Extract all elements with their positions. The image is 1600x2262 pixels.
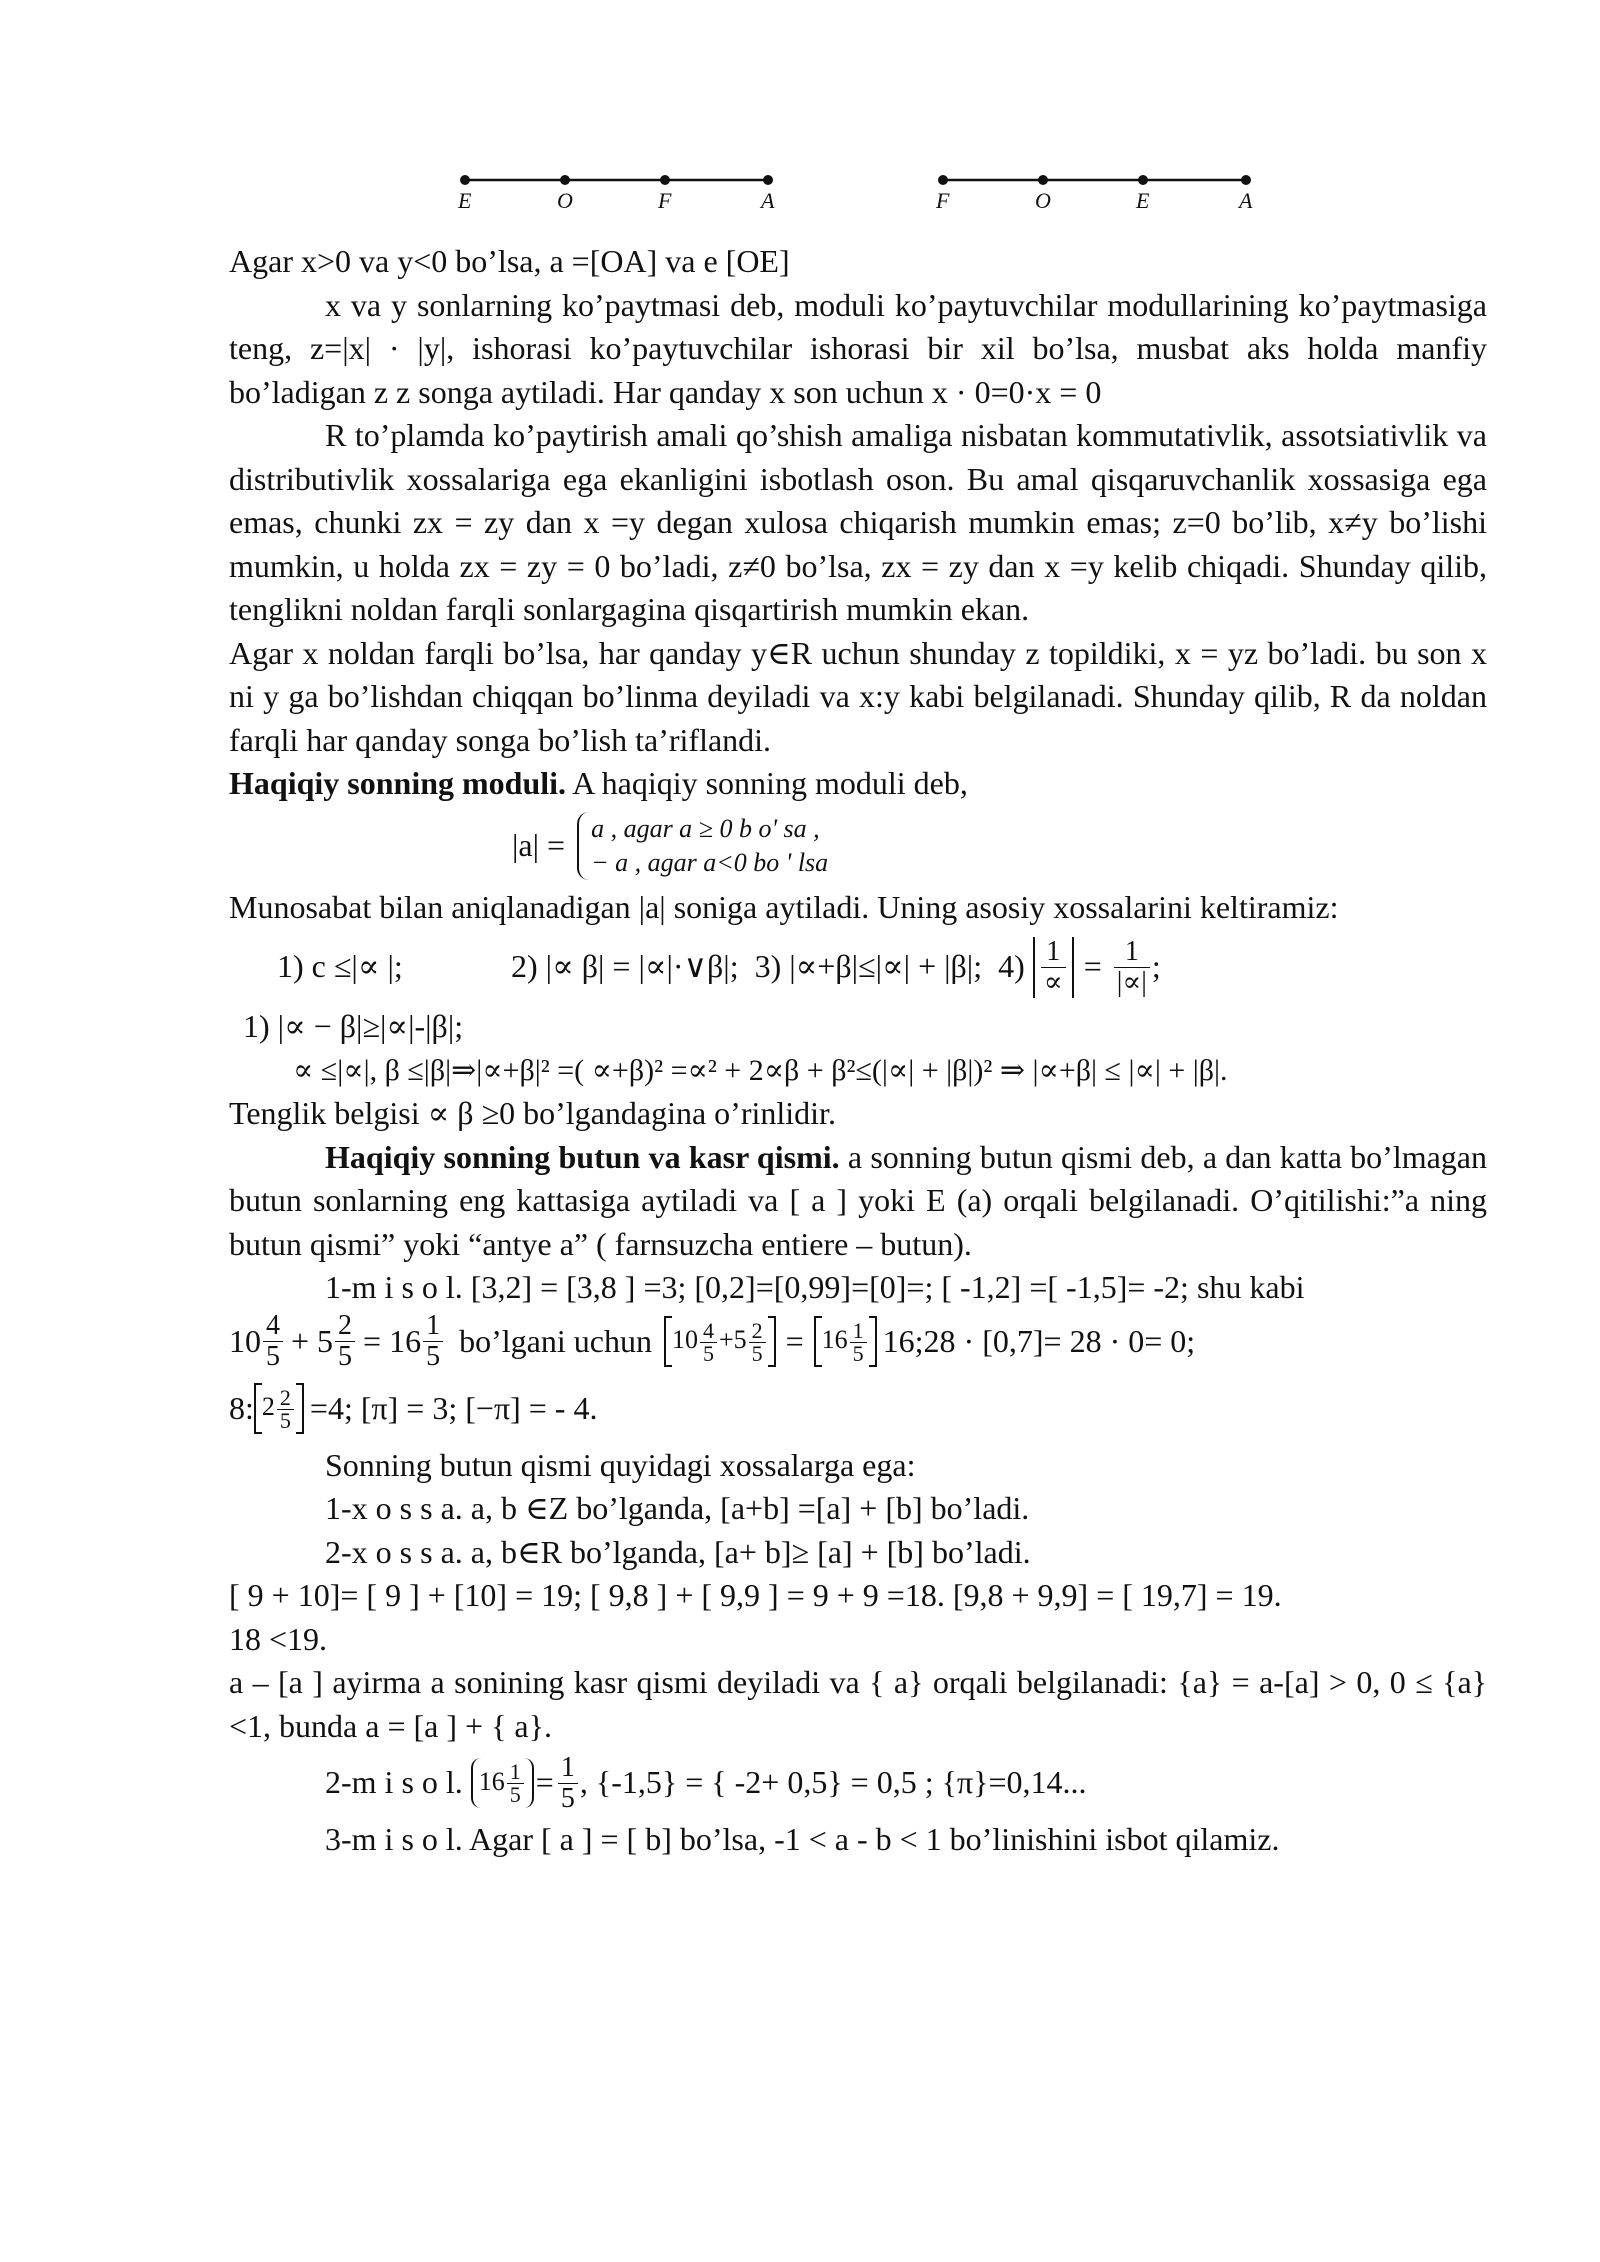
ex1-plus: + 5 [291, 1322, 334, 1359]
kasr-definition: a – [a ] ayirma a sonining kasr qismi deyiladi va { a} orqali belgilanadi: {a} = a-[a] > 0, 0 ≤ {a} <1, bunda a = [a ] + { a}. [229, 1664, 1487, 1744]
prop-4-frac: $\frac{1}{\propto}$ [1041, 937, 1066, 998]
label-o-right: O [1035, 188, 1051, 213]
ex1-tail: 16;28 · [0,7]= 28 · 0= 0; [882, 1322, 1196, 1359]
ex2-tail: , {-1,5} = { -2+ 0,5} = 0,5 ; {π}=0,14... [579, 1764, 1087, 1801]
example-1-equation [229, 1310, 1487, 1374]
prop-4-eq: = [1083, 948, 1102, 985]
prop-4-abs [1033, 937, 1074, 998]
ex1-eq: = 16 [363, 1322, 422, 1359]
prop-4-end: ; [1151, 948, 1161, 985]
prop-3: 3) |∝+β|≤|∝| + |β|; [754, 948, 983, 985]
paragraph-2: x va y sonlarning ko’paytmasi deb, moduli ko’paytuvchilar modullarining ko’paytmasiga teng, z=|x| · |y|, ishorasi ko’paytuvchilar ishorasi bir xil bo’lsa, musbat aks holda manfiy bo’ladigan z z songa aytiladi. Har qanday x son uchun x · 0=0·x = 0 [229, 286, 1487, 410]
prop-5: 1) |∝ − β|≥|∝|-|β|; [243, 1008, 464, 1044]
prop-4-label: 4) [998, 948, 1025, 985]
abs-definition [512, 806, 1487, 886]
numeric-line-2: 18 <19. [229, 1620, 328, 1657]
ex1-whole-1: 10 [229, 1322, 261, 1359]
label-f-left: F [658, 188, 672, 213]
abs-case-1: a , agar a ≥ 0 b o' sa , [591, 813, 820, 843]
ex1-frac-1: $\frac{4}{5}$ [263, 1311, 283, 1372]
props-intro: Sonning butun qismi quyidagi xossalarga ega: [325, 1446, 916, 1483]
paragraph-4: Agar x noldan farqli bo’lsa, har qanday y∈R uchun shunday z topildiki, x = yz bo’ladi. bu son x ni y ga bo’lishdan chiqqan bo’linma deyiladi va x:y kabi belgilanadi. Shunday qilib, R da noldan farqli har qanday songa bo’lish ta’riflandi. [229, 634, 1487, 758]
ex1-frac-3: $\frac{1}{5}$ [423, 1311, 443, 1372]
xossa-2: 2-x o s s a. a, b∈R bo’lganda, [a+ b]≥ [a] + [b] bo’ladi. [325, 1533, 1031, 1570]
ex2-eq: = [535, 1764, 554, 1801]
proof-line: ∝ ≤|∝|, β ≤|β|⇒|∝+β|² =( ∝+β)² =∝² + 2∝β + β²≤(|∝| + |β|)² ⇒ |∝+β| ≤ |∝| + |β|. [293, 1053, 1228, 1087]
example-1-line: 1-m i s o l. [3,2] = [3,8 ] =3; [0,2]=[0,99]=[0]=; [ -1,2] =[ -1,5]= -2; shu kabi [325, 1269, 1305, 1305]
label-a-right: A [1239, 188, 1253, 213]
paragraph-1: Agar x>0 va y<0 bo’lsa, a =[OA] va e [OE] [229, 243, 790, 279]
ex1-floor-lhs: 10 $\frac{4}{5}$ +5 $\frac{2}{5}$ [664, 1316, 776, 1367]
prop-1: 1) c ≤|∝ |; [277, 948, 403, 985]
ex2-rhs-frac: $\frac{1}{5}$ [558, 1753, 578, 1814]
label-e-left: E [458, 188, 472, 213]
ex1-text: bo’lgani uchun [459, 1322, 652, 1359]
label-o-left: O [557, 188, 573, 213]
ex1b-floor: 2 $\frac{2}{5}$ [254, 1383, 304, 1434]
prop-4-rhs-frac: $\frac{1}{|\propto|}$ [1114, 937, 1150, 998]
paragraph-5: Munosabat bilan aniqlanadigan |a| soniga aytiladi. Uning asosiy xossalarini keltiramiz: [229, 888, 1339, 925]
label-e-right: E [1136, 188, 1150, 213]
piecewise-cases [577, 812, 828, 880]
modul-heading: Haqiqiy sonning moduli. [229, 765, 567, 801]
xossa-1: 1-x o s s a. a, b ∈Z bo’lganda, [a+b] =[a] + [b] bo’ladi. [325, 1490, 1030, 1526]
label-a-left: A [761, 188, 775, 213]
abs-case-2: − a , agar a<0 bo ' lsa [591, 847, 829, 877]
equality-note: Tenglik belgisi ∝ β ≥0 bo’lgandagina o’rinlidir. [229, 1095, 836, 1131]
label-f-right: F [936, 188, 950, 213]
example-2-equation [229, 1748, 1487, 1818]
example-1b-equation [229, 1374, 1487, 1444]
example-3: 3-m i s o l. Agar [ a ] = [ b] bo’lsa, -1 < a - b < 1 bo’linishini isbot qilamiz. [325, 1821, 1280, 1857]
ex1-floor-rhs: 16 $\frac{1}{5}$ [814, 1316, 877, 1367]
butun-paragraph [229, 1136, 1487, 1267]
ex1-frac-2: $\frac{2}{5}$ [335, 1311, 355, 1372]
modul-paragraph [229, 762, 1487, 806]
ex2-pre: 2-m i s o l. [325, 1764, 463, 1801]
abs-lhs: |a| = [512, 826, 566, 863]
prop-2: 2) |∝ β| = |∝|·∨β|; [511, 948, 739, 985]
butun-heading: Haqiqiy sonning butun va kasr qismi. [325, 1138, 840, 1175]
numeric-line: [ 9 + 10]= [ 9 ] + [10] = 19; [ 9,8 ] + [ 9,9 ] = 9 + 9 =18. [9,8 + 9,9] = [ 19,7] = 19. [229, 1577, 1282, 1613]
ex2-frac-part: 16 $\frac{1}{5}$ [471, 1758, 534, 1809]
ex1-floor-eq: = [785, 1322, 804, 1359]
ex1b-pre: 8: [229, 1389, 254, 1426]
butun-rest: a sonning butun qismi deb, a dan katta bo’lmagan butun sonlarning eng kattasiga aytiladi va [ a ] yoki E (a) orqali belgilanadi. O’qitilishi:”a ning butun qismi” yoki “antye a” ( farnsuzcha entiere – butun). [229, 1138, 1488, 1262]
ex1b-tail: =4; [π] = 3; [−π] = - 4. [309, 1389, 598, 1426]
document-body [229, 0, 1487, 1862]
paragraph-3: R to’plamda ko’paytirish amali qo’shish amaliga nisbatan kommutativlik, assotsiativlik va distributivlik xossalariga ega ekanligini isbotlash oson. Bu amal qisqaruvchanlik xossasiga ega emas, chunki zx = zy dan x =y degan xulosa chiqarish mumkin emas; z=0 bo’lib, x≠y bo’lishi mumkin, u holda zx = zy = 0 bo’ladi, z≠0 bo’lsa, zx = zy dan x =y kelib chiqadi. Shunday qilib, tenglikni noldan farqli sonlargagina qisqartirish mumkin ekan. [229, 417, 1487, 627]
modul-rest: A haqiqiy sonning moduli deb, [566, 765, 968, 801]
properties-line [277, 929, 1487, 1005]
